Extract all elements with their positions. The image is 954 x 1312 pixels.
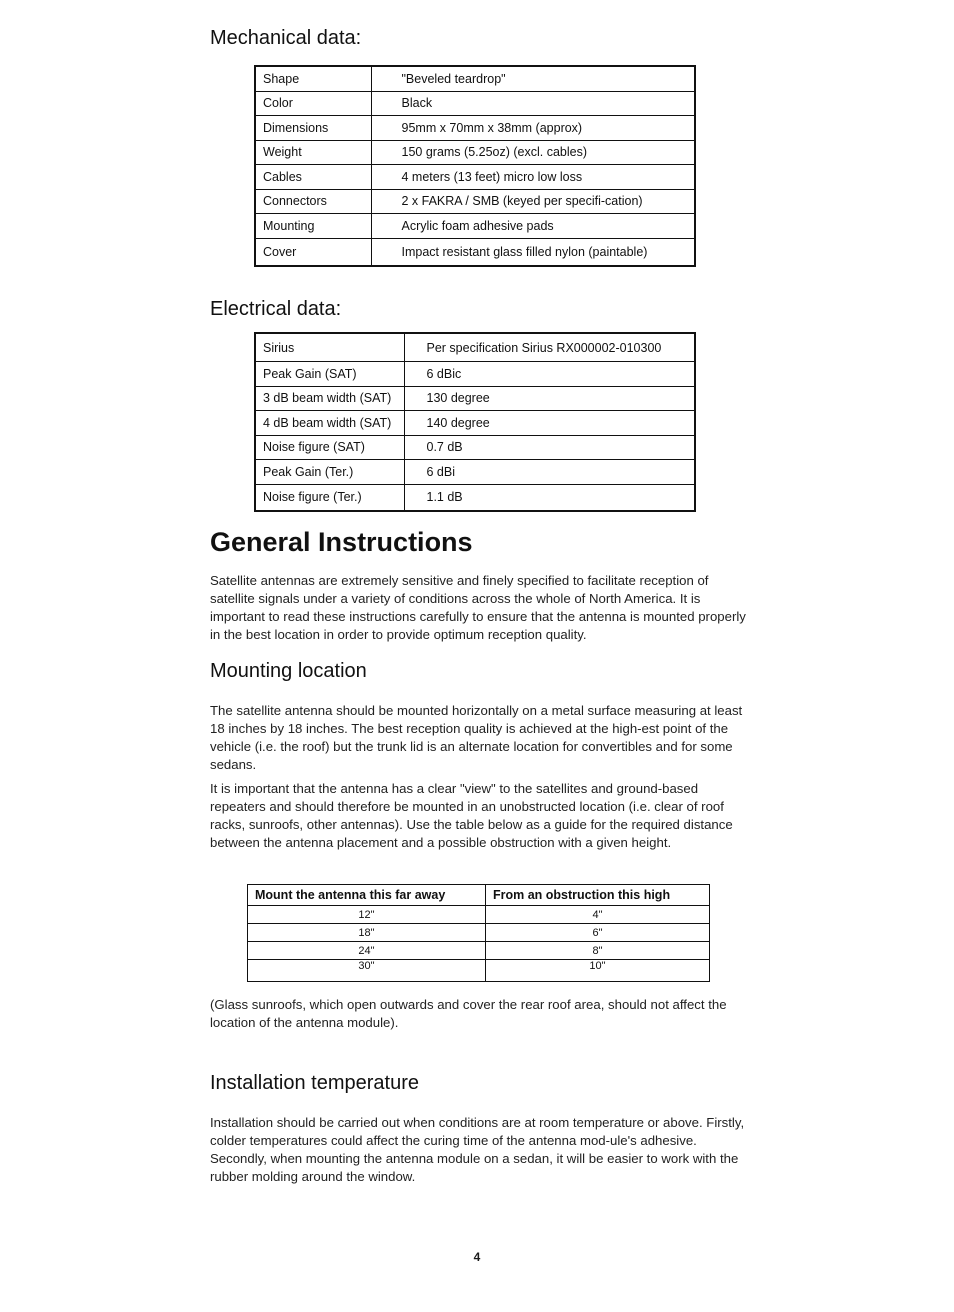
spec-value: "Beveled teardrop" — [371, 66, 695, 91]
height-cell: 4" — [486, 906, 710, 924]
spec-value: 140 degree — [404, 411, 695, 436]
spec-value: 0.7 dB — [404, 435, 695, 460]
spec-label: Mounting — [255, 214, 371, 239]
mounting-paragraph-2: It is important that the antenna has a clear "view" to the satellites and ground-based repeaters and should therefore be mounted in an unobstructed location (i.e. clear of roof racks, sunroofs, other antennas). Use the table below as a guide for the required distance between the antenna placement and a possible obstruction with a given height. — [210, 781, 733, 850]
height-cell: 8" — [486, 942, 710, 960]
mounting-paragraph-1: The satellite antenna should be mounted horizontally on a metal surface measuring at least 18 inches by 18 inches. The best reception quality is achieved at the high-est point of the vehicle (i.e. the roof) but the trunk lid is an alternate location for convertibles and for some sedans. — [210, 703, 743, 772]
spec-value: 150 grams (5.25oz) (excl. cables) — [371, 140, 695, 165]
distance-cell: 12" — [248, 906, 486, 924]
table-row — [255, 66, 695, 91]
spec-value: 2 x FAKRA / SMB (keyed per specifi-cation) — [371, 189, 695, 214]
spec-value: 4 meters (13 feet) micro low loss — [371, 165, 695, 190]
table-row — [255, 214, 695, 239]
spec-label: Noise figure (SAT) — [255, 435, 404, 460]
spec-value: 130 degree — [404, 386, 695, 411]
mechanical-data-heading: Mechanical data: — [210, 27, 362, 49]
table-row — [255, 116, 695, 141]
spec-value: 95mm x 70mm x 38mm (approx) — [371, 116, 695, 141]
table-row — [255, 333, 695, 362]
distance-cell: 18" — [248, 924, 486, 942]
spec-label: Noise figure (Ter.) — [255, 484, 404, 511]
electrical-data-table — [254, 332, 696, 512]
spec-label: Peak Gain (SAT) — [255, 362, 404, 387]
spec-value: Per specification Sirius RX000002-010300 — [404, 333, 695, 362]
spec-label: Color — [255, 91, 371, 116]
spec-value: 6 dBic — [404, 362, 695, 387]
table-row — [248, 906, 710, 924]
table-row — [248, 942, 710, 960]
spec-label: Sirius — [255, 333, 404, 362]
table-row — [255, 386, 695, 411]
table-row — [248, 924, 710, 942]
sunroof-note: (Glass sunroofs, which open outwards and cover the rear roof area, should not affect the location of the antenna module). — [210, 997, 727, 1030]
table-row — [255, 91, 695, 116]
table-row — [255, 484, 695, 511]
spec-value: Acrylic foam adhesive pads — [371, 214, 695, 239]
installation-temperature-heading: Installation temperature — [210, 1072, 420, 1094]
spec-label: Cover — [255, 238, 371, 266]
spec-label: 3 dB beam width (SAT) — [255, 386, 404, 411]
spec-value: Black — [371, 91, 695, 116]
general-instructions-title: General Instructions — [210, 527, 473, 557]
column-header-height: From an obstruction this high — [486, 885, 710, 906]
spec-label: Cables — [255, 165, 371, 190]
spec-label: Connectors — [255, 189, 371, 214]
table-row — [255, 435, 695, 460]
table-row — [255, 140, 695, 165]
distance-cell: 30" — [248, 960, 486, 982]
page-number: 4 — [473, 1250, 481, 1264]
installation-paragraph: Installation should be carried out when conditions are at room temperature or above. Firstly, colder temperatures could affect the curing time of the antenna mod-ule's adhesive. Secondly, when mounting the antenna module on a sedan, it will be easier to work with the rubber molding around the window. — [210, 1115, 745, 1184]
table-row — [255, 165, 695, 190]
spec-label: Shape — [255, 66, 371, 91]
electrical-data-heading: Electrical data: — [210, 298, 342, 320]
spec-value: 1.1 dB — [426, 490, 463, 504]
table-row — [255, 411, 695, 436]
table-row — [255, 460, 695, 485]
spec-label: 4 dB beam width (SAT) — [255, 411, 404, 436]
distance-cell: 24" — [248, 942, 486, 960]
table-header-row — [248, 885, 710, 906]
spec-label: Weight — [255, 140, 371, 165]
height-cell: 10" — [589, 960, 606, 972]
table-row — [248, 960, 710, 982]
spec-label: Peak Gain (Ter.) — [255, 460, 404, 485]
obstruction-distance-table — [247, 884, 710, 982]
table-row — [255, 362, 695, 387]
height-cell: 6" — [486, 924, 710, 942]
table-row — [255, 238, 695, 266]
mounting-location-heading: Mounting location — [210, 660, 367, 682]
intro-paragraph: Satellite antennas are extremely sensitive and finely specified to facilitate reception of satellite signals under a variety of conditions across the whole of North America. It is important to read these instructions carefully to ensure that the antenna is mounted properly in the best location in order to provide optimum reception quality. — [210, 573, 746, 642]
column-header-distance: Mount the antenna this far away — [248, 885, 486, 906]
spec-label: Dimensions — [255, 116, 371, 141]
mechanical-data-table — [254, 65, 696, 267]
spec-value: Impact resistant glass filled nylon (paintable) — [401, 244, 648, 259]
table-row — [255, 189, 695, 214]
spec-value: 6 dBi — [404, 460, 695, 485]
